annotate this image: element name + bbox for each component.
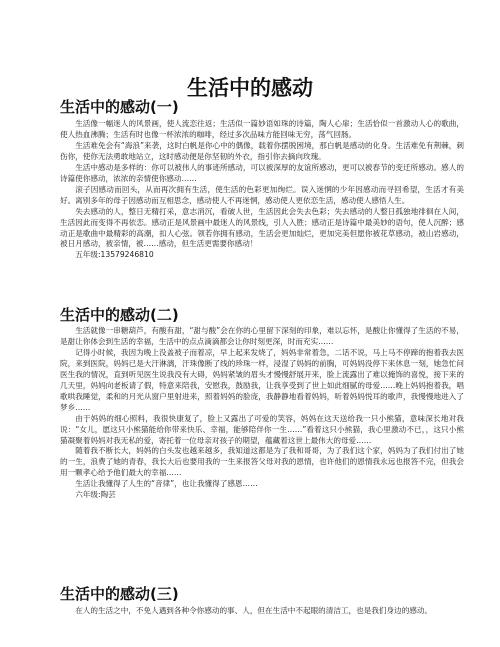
paragraph: 生活就像一串糖葫芦，有酸有甜，“甜与酸”会在你的心里留下深刻的印象，难以忘怀，是酸让你懂得了生活的不易，是甜让你体会到生活的幸福，生活中的点点滴滴都会让你时刻更深，时而充实…… [60, 326, 464, 346]
section-body-1 [60, 119, 464, 261]
section-heading-1: 生活中的感动(一) [60, 98, 179, 116]
document-title: 生活中的感动 [187, 76, 313, 100]
paragraph: 滚子因感动而回头，从而再次拥有生活，使生活的色彩更加绚烂。误入迷惘的少年因感动而寻回希望，生活才有美好。离别多年的母子因感动而互相思念，感动使人不再迷惘，感动使人更依恋生活，感动使人感悟人生。 [60, 184, 464, 205]
paragraph: 随着我不断长大，妈妈的白头发也越来越多，我知道这都是为了我和哥哥，为了我们这个家，妈妈为了我们付出了她的一生，浪费了她的青春，我长大后也要用我的一生来报答父母对我的恩情，也许他们的恩情我永远也报答不完，但我会用一颗孝心给予他们最大的幸福…… [60, 446, 464, 478]
signature: 六年级:陶芸 [75, 490, 116, 500]
section-heading-3: 生活中的感动(三) [60, 585, 179, 603]
paragraph: 由于妈妈的细心照料，我很快康复了，脸上又露出了可爱的笑容，妈妈在这天送给我一只小熊猫，意味深长地对我说：“女儿，愿这只小熊猫能给你带来快乐、幸福，能够陪伴你一生……”看着这只小熊猫，我心里激动不已，，这只小熊猫凝聚着妈妈对我无私的爱，寄托着一位母亲对孩子的期望，蕴藏着这世上最伟大的母爱…… [60, 413, 464, 445]
paragraph: 生活让我懂得了人生的“音律”，也让我懂得了感恩…… [75, 479, 258, 489]
paragraph: 生活中感动是多样的：你可以被伟人的事迹所感动，可以被深厚的友谊所感动，更可以被春节的变迁所感动。感人的诗篇使你感动，浓浓的亲情使你感动…… [60, 162, 464, 183]
section-body-3 [60, 606, 464, 617]
paragraph: 生活像一幅迷人的风景画，使人流恋往返；生活似一篇妙语如珠的诗篇，陶人心扉；生活恰似一首激动人心的歌曲，使人热血沸腾；生活有时也像一杯浓浓的咖啡，经过多次品味方能回味无穷，荡气回肠。 [60, 119, 464, 139]
paragraph: 生活难免会有“海浪”来袭，这时白帆是你心中的偶像，载着你摆脱困境，那白帆是感动的化身。生活难免有荆棘，刺伤你，使你无法勇敢地站立，这时感动便是你坚韧的外衣，指引你去摘向玫瑰。 [60, 140, 464, 161]
paragraph: 记得小时候，我因为晚上没盖被子而着凉，早上起来发烧了，妈妈非常着急，二话不说，马上马不停蹄的抱着我去医院，来到医院，妈妈已是大汗淋漓，汗珠像断了线的珍珠一样，浸湿了妈妈的前胸，可妈妈没停下来休息一刻，她急忙问医生我的情况，直到听见医生说我没有大碍，妈妈紧皱的眉头才慢慢舒展开来，脸上流露出了难以掩饰的喜悦，接下来的几天里，妈妈向老板请了假，特意来陪我，安慰我，鼓励我，让我享受到了世上如此细腻的母爱……晚上妈妈抱着我，唱歌哄我睡觉，柔和的月光从窗户里射进来，照着妈妈的脸庞，我静静地看着妈妈，听着妈妈悦耳的歌声，我慢慢地进入了梦乡…… [60, 347, 464, 412]
paragraph: 失去感动的人，整日无精打采，意志消沉，看破人世，生活因此会失去色彩；失去感动的人整日孤独地徘徊在人间，生活因此而变得不再依恋。感动正是风景画中最迷人的风景线，引人入胜；感动正是诗篇中最美妙的语句，使人沉醉；感动正是歌曲中最精彩的高潮，扣人心弦。领若你拥有感动，生活会更加灿烂，更加完美但愿你被花草感动，被山岩感动，被日月感动，被亲情，被……感动，但生活更需要你感动！ [60, 206, 464, 249]
section-body-2 [60, 326, 464, 501]
paragraph: 在人的生活之中，不免人遇到各种令你感动的事、人，但在生活中不起眼的清洁工，也是我们身边的感动。 [75, 606, 433, 615]
section-heading-2: 生活中的感动(二) [60, 306, 179, 324]
signature: 五年级:13579246810 [75, 250, 154, 260]
